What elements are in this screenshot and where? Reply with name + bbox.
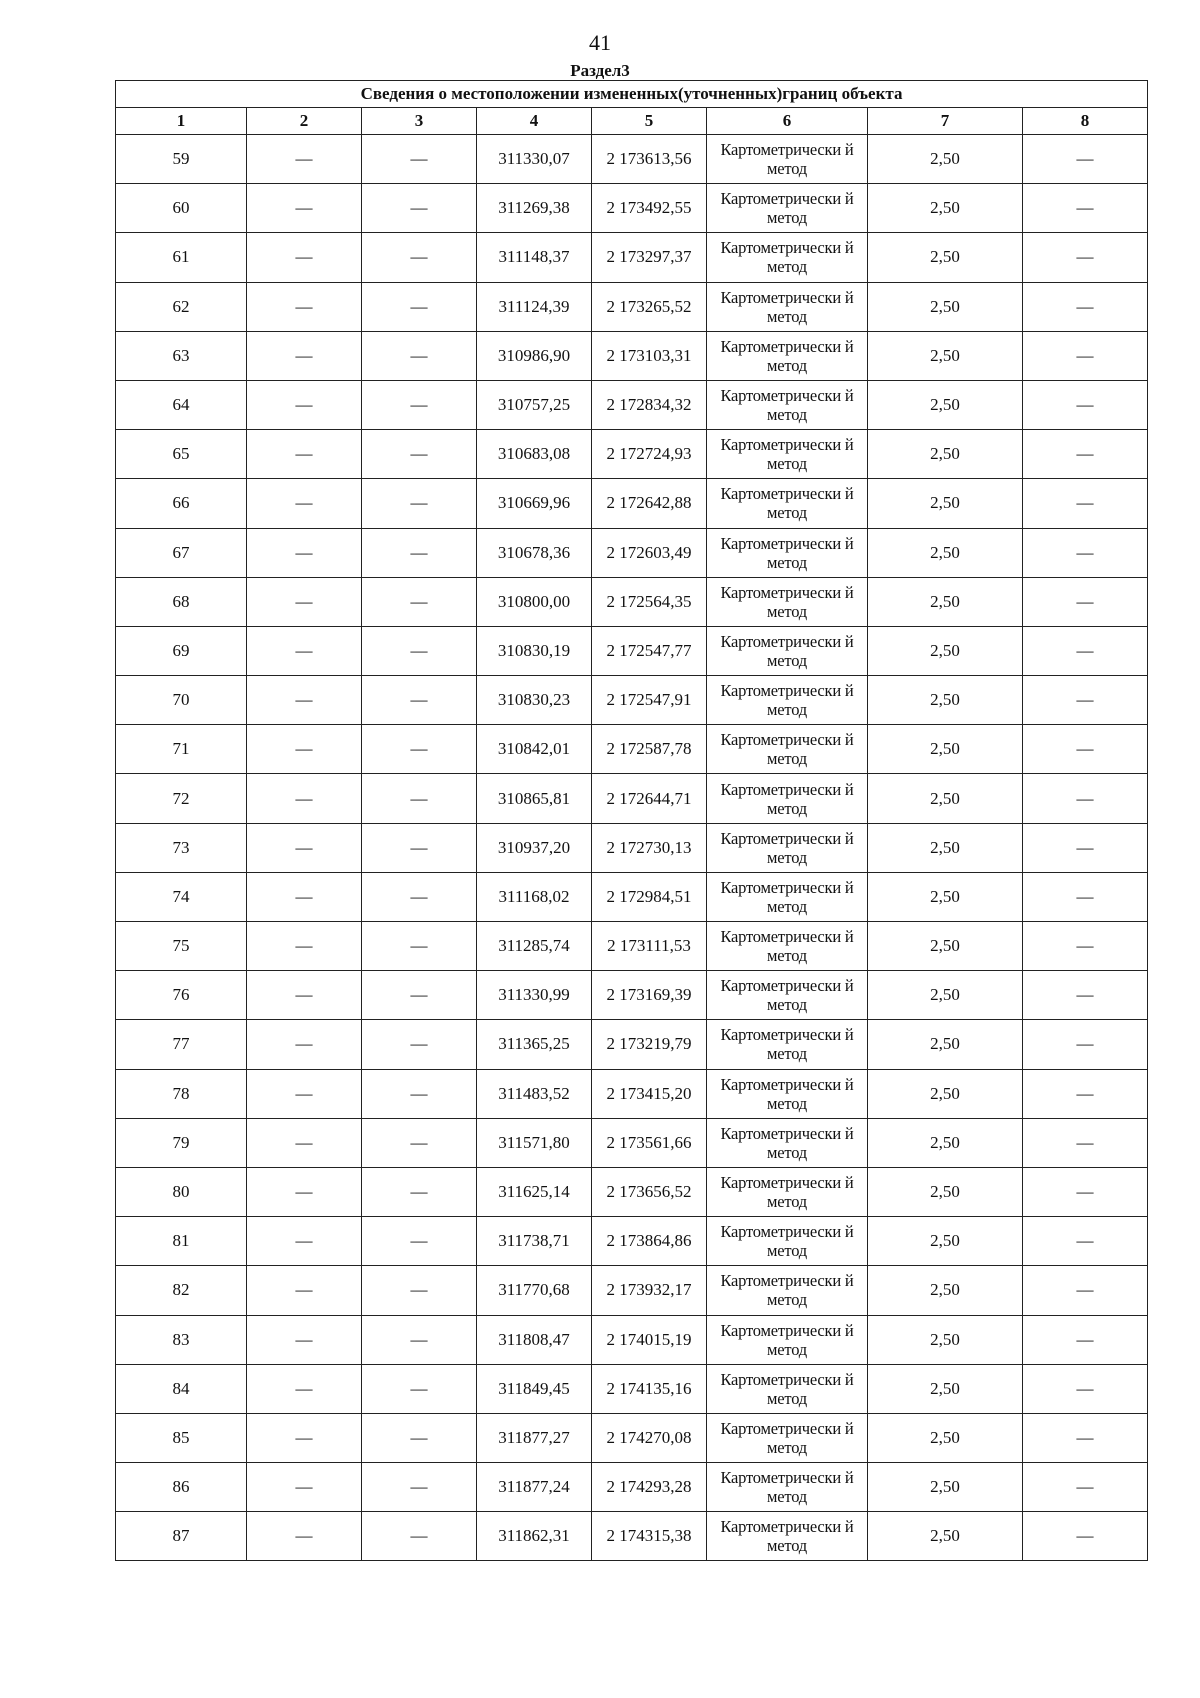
y-coordinate-cell: 2 173492,55	[592, 184, 707, 233]
point-number-cell: 71	[116, 725, 247, 774]
y-coordinate-cell: 2 174270,08	[592, 1413, 707, 1462]
col2-cell: —	[247, 823, 362, 872]
accuracy-cell: 2,50	[868, 1217, 1023, 1266]
col8-cell: —	[1023, 528, 1148, 577]
table-row	[116, 184, 1148, 233]
table-header-row	[116, 108, 1148, 135]
y-coordinate-cell: 2 173297,37	[592, 233, 707, 282]
accuracy-cell: 2,50	[868, 1315, 1023, 1364]
method-cell: Картометрически й метод	[707, 1217, 868, 1266]
x-coordinate-cell: 311330,99	[477, 971, 592, 1020]
y-coordinate-cell: 2 173656,52	[592, 1167, 707, 1216]
method-cell: Картометрически й метод	[707, 380, 868, 429]
table-row	[116, 233, 1148, 282]
point-number-cell: 77	[116, 1020, 247, 1069]
point-number-cell: 69	[116, 626, 247, 675]
x-coordinate-cell: 311330,07	[477, 135, 592, 184]
col8-cell: —	[1023, 774, 1148, 823]
x-coordinate-cell: 311770,68	[477, 1266, 592, 1315]
accuracy-cell: 2,50	[868, 1364, 1023, 1413]
col8-cell: —	[1023, 922, 1148, 971]
col3-cell: —	[362, 872, 477, 921]
col8-cell: —	[1023, 1266, 1148, 1315]
col8-cell: —	[1023, 971, 1148, 1020]
x-coordinate-cell: 311148,37	[477, 233, 592, 282]
method-cell: Картометрически й метод	[707, 1463, 868, 1512]
table-body	[116, 135, 1148, 1561]
method-cell: Картометрически й метод	[707, 676, 868, 725]
page-number: 41	[589, 30, 611, 55]
column-header: 5	[592, 108, 707, 135]
point-number-cell: 62	[116, 282, 247, 331]
method-cell: Картометрически й метод	[707, 872, 868, 921]
y-coordinate-cell: 2 172587,78	[592, 725, 707, 774]
col8-cell: —	[1023, 872, 1148, 921]
col8-cell: —	[1023, 577, 1148, 626]
col8-cell: —	[1023, 135, 1148, 184]
point-number-cell: 59	[116, 135, 247, 184]
accuracy-cell: 2,50	[868, 331, 1023, 380]
point-number-cell: 67	[116, 528, 247, 577]
point-number-cell: 82	[116, 1266, 247, 1315]
col2-cell: —	[247, 676, 362, 725]
col3-cell: —	[362, 380, 477, 429]
point-number-cell: 60	[116, 184, 247, 233]
table-caption: Сведения о местоположении измененных(уточненных)границ объекта	[116, 81, 1148, 108]
col3-cell: —	[362, 626, 477, 675]
col2-cell: —	[247, 233, 362, 282]
y-coordinate-cell: 2 173613,56	[592, 135, 707, 184]
method-cell: Картометрически й метод	[707, 626, 868, 675]
method-cell: Картометрически й метод	[707, 922, 868, 971]
table-row	[116, 135, 1148, 184]
col3-cell: —	[362, 479, 477, 528]
col2-cell: —	[247, 1217, 362, 1266]
y-coordinate-cell: 2 173103,31	[592, 331, 707, 380]
table-row	[116, 823, 1148, 872]
col3-cell: —	[362, 1463, 477, 1512]
method-cell: Картометрически й метод	[707, 282, 868, 331]
y-coordinate-cell: 2 173169,39	[592, 971, 707, 1020]
x-coordinate-cell: 311625,14	[477, 1167, 592, 1216]
table-row	[116, 1512, 1148, 1561]
x-coordinate-cell: 311877,24	[477, 1463, 592, 1512]
table-row	[116, 479, 1148, 528]
accuracy-cell: 2,50	[868, 233, 1023, 282]
x-coordinate-cell: 310830,19	[477, 626, 592, 675]
col2-cell: —	[247, 1512, 362, 1561]
table-row	[116, 1463, 1148, 1512]
section-title: Раздел3	[570, 61, 630, 80]
col2-cell: —	[247, 380, 362, 429]
col2-cell: —	[247, 479, 362, 528]
x-coordinate-cell: 311877,27	[477, 1413, 592, 1462]
method-cell: Картометрически й метод	[707, 1020, 868, 1069]
col3-cell: —	[362, 922, 477, 971]
col3-cell: —	[362, 823, 477, 872]
column-header: 4	[477, 108, 592, 135]
col3-cell: —	[362, 577, 477, 626]
accuracy-cell: 2,50	[868, 922, 1023, 971]
col8-cell: —	[1023, 430, 1148, 479]
method-cell: Картометрически й метод	[707, 823, 868, 872]
x-coordinate-cell: 310986,90	[477, 331, 592, 380]
x-coordinate-cell: 311285,74	[477, 922, 592, 971]
col2-cell: —	[247, 1266, 362, 1315]
point-number-cell: 84	[116, 1364, 247, 1413]
method-cell: Картометрически й метод	[707, 971, 868, 1020]
table-row	[116, 430, 1148, 479]
column-header: 6	[707, 108, 868, 135]
accuracy-cell: 2,50	[868, 380, 1023, 429]
point-number-cell: 61	[116, 233, 247, 282]
table-row	[116, 971, 1148, 1020]
col2-cell: —	[247, 1020, 362, 1069]
col2-cell: —	[247, 1069, 362, 1118]
col8-cell: —	[1023, 233, 1148, 282]
col3-cell: —	[362, 184, 477, 233]
point-number-cell: 73	[116, 823, 247, 872]
accuracy-cell: 2,50	[868, 1266, 1023, 1315]
col3-cell: —	[362, 233, 477, 282]
y-coordinate-cell: 2 172644,71	[592, 774, 707, 823]
y-coordinate-cell: 2 174015,19	[592, 1315, 707, 1364]
y-coordinate-cell: 2 172984,51	[592, 872, 707, 921]
col3-cell: —	[362, 1364, 477, 1413]
y-coordinate-cell: 2 173415,20	[592, 1069, 707, 1118]
col8-cell: —	[1023, 1020, 1148, 1069]
x-coordinate-cell: 311168,02	[477, 872, 592, 921]
x-coordinate-cell: 310865,81	[477, 774, 592, 823]
y-coordinate-cell: 2 172642,88	[592, 479, 707, 528]
col2-cell: —	[247, 626, 362, 675]
col8-cell: —	[1023, 1217, 1148, 1266]
col8-cell: —	[1023, 380, 1148, 429]
accuracy-cell: 2,50	[868, 971, 1023, 1020]
col2-cell: —	[247, 528, 362, 577]
col3-cell: —	[362, 971, 477, 1020]
col3-cell: —	[362, 676, 477, 725]
y-coordinate-cell: 2 173561,66	[592, 1118, 707, 1167]
method-cell: Картометрически й метод	[707, 479, 868, 528]
method-cell: Картометрически й метод	[707, 1167, 868, 1216]
x-coordinate-cell: 311738,71	[477, 1217, 592, 1266]
y-coordinate-cell: 2 173265,52	[592, 282, 707, 331]
col2-cell: —	[247, 1167, 362, 1216]
col2-cell: —	[247, 135, 362, 184]
method-cell: Картометрически й метод	[707, 233, 868, 282]
col8-cell: —	[1023, 184, 1148, 233]
point-number-cell: 86	[116, 1463, 247, 1512]
point-number-cell: 75	[116, 922, 247, 971]
col3-cell: —	[362, 1020, 477, 1069]
accuracy-cell: 2,50	[868, 1512, 1023, 1561]
accuracy-cell: 2,50	[868, 725, 1023, 774]
y-coordinate-cell: 2 173219,79	[592, 1020, 707, 1069]
y-coordinate-cell: 2 172564,35	[592, 577, 707, 626]
col8-cell: —	[1023, 725, 1148, 774]
col3-cell: —	[362, 1217, 477, 1266]
table-row	[116, 1413, 1148, 1462]
table-row	[116, 380, 1148, 429]
y-coordinate-cell: 2 174293,28	[592, 1463, 707, 1512]
y-coordinate-cell: 2 172834,32	[592, 380, 707, 429]
y-coordinate-cell: 2 172547,91	[592, 676, 707, 725]
col2-cell: —	[247, 577, 362, 626]
method-cell: Картометрически й метод	[707, 725, 868, 774]
x-coordinate-cell: 311483,52	[477, 1069, 592, 1118]
y-coordinate-cell: 2 173932,17	[592, 1266, 707, 1315]
y-coordinate-cell: 2 172724,93	[592, 430, 707, 479]
table-row	[116, 1167, 1148, 1216]
point-number-cell: 81	[116, 1217, 247, 1266]
y-coordinate-cell: 2 172603,49	[592, 528, 707, 577]
accuracy-cell: 2,50	[868, 774, 1023, 823]
col3-cell: —	[362, 528, 477, 577]
point-number-cell: 66	[116, 479, 247, 528]
col3-cell: —	[362, 725, 477, 774]
method-cell: Картометрически й метод	[707, 184, 868, 233]
col3-cell: —	[362, 1315, 477, 1364]
col8-cell: —	[1023, 1364, 1148, 1413]
y-coordinate-cell: 2 173111,53	[592, 922, 707, 971]
col2-cell: —	[247, 922, 362, 971]
accuracy-cell: 2,50	[868, 1167, 1023, 1216]
accuracy-cell: 2,50	[868, 823, 1023, 872]
accuracy-cell: 2,50	[868, 1020, 1023, 1069]
col8-cell: —	[1023, 1512, 1148, 1561]
col8-cell: —	[1023, 823, 1148, 872]
col2-cell: —	[247, 971, 362, 1020]
table-row	[116, 626, 1148, 675]
table-row	[116, 1266, 1148, 1315]
method-cell: Картометрически й метод	[707, 577, 868, 626]
col2-cell: —	[247, 1364, 362, 1413]
method-cell: Картометрически й метод	[707, 1413, 868, 1462]
point-number-cell: 68	[116, 577, 247, 626]
col2-cell: —	[247, 872, 362, 921]
point-number-cell: 72	[116, 774, 247, 823]
accuracy-cell: 2,50	[868, 135, 1023, 184]
point-number-cell: 64	[116, 380, 247, 429]
column-header: 1	[116, 108, 247, 135]
method-cell: Картометрически й метод	[707, 1315, 868, 1364]
method-cell: Картометрически й метод	[707, 331, 868, 380]
table-row	[116, 725, 1148, 774]
col2-cell: —	[247, 282, 362, 331]
point-number-cell: 79	[116, 1118, 247, 1167]
accuracy-cell: 2,50	[868, 676, 1023, 725]
x-coordinate-cell: 311808,47	[477, 1315, 592, 1364]
x-coordinate-cell: 310830,23	[477, 676, 592, 725]
accuracy-cell: 2,50	[868, 1413, 1023, 1462]
col8-cell: —	[1023, 479, 1148, 528]
method-cell: Картометрически й метод	[707, 1118, 868, 1167]
point-number-cell: 78	[116, 1069, 247, 1118]
table-row	[116, 331, 1148, 380]
col3-cell: —	[362, 1069, 477, 1118]
point-number-cell: 63	[116, 331, 247, 380]
col8-cell: —	[1023, 331, 1148, 380]
col3-cell: —	[362, 1512, 477, 1561]
x-coordinate-cell: 311269,38	[477, 184, 592, 233]
x-coordinate-cell: 310800,00	[477, 577, 592, 626]
col8-cell: —	[1023, 676, 1148, 725]
col2-cell: —	[247, 1413, 362, 1462]
col8-cell: —	[1023, 1315, 1148, 1364]
accuracy-cell: 2,50	[868, 1463, 1023, 1512]
col3-cell: —	[362, 1167, 477, 1216]
accuracy-cell: 2,50	[868, 626, 1023, 675]
col2-cell: —	[247, 774, 362, 823]
table-caption-row	[116, 81, 1148, 108]
y-coordinate-cell: 2 172547,77	[592, 626, 707, 675]
y-coordinate-cell: 2 173864,86	[592, 1217, 707, 1266]
col3-cell: —	[362, 430, 477, 479]
accuracy-cell: 2,50	[868, 184, 1023, 233]
col3-cell: —	[362, 1413, 477, 1462]
x-coordinate-cell: 310669,96	[477, 479, 592, 528]
col3-cell: —	[362, 135, 477, 184]
table-row	[116, 1118, 1148, 1167]
point-number-cell: 83	[116, 1315, 247, 1364]
x-coordinate-cell: 310678,36	[477, 528, 592, 577]
x-coordinate-cell: 311124,39	[477, 282, 592, 331]
col2-cell: —	[247, 331, 362, 380]
col3-cell: —	[362, 331, 477, 380]
table-row	[116, 1217, 1148, 1266]
col8-cell: —	[1023, 1069, 1148, 1118]
col2-cell: —	[247, 1315, 362, 1364]
col2-cell: —	[247, 430, 362, 479]
col8-cell: —	[1023, 282, 1148, 331]
col3-cell: —	[362, 774, 477, 823]
accuracy-cell: 2,50	[868, 282, 1023, 331]
accuracy-cell: 2,50	[868, 1118, 1023, 1167]
point-number-cell: 74	[116, 872, 247, 921]
method-cell: Картометрически й метод	[707, 1069, 868, 1118]
column-header: 8	[1023, 108, 1148, 135]
point-number-cell: 70	[116, 676, 247, 725]
coordinates-table	[115, 80, 1148, 1561]
point-number-cell: 65	[116, 430, 247, 479]
x-coordinate-cell: 311365,25	[477, 1020, 592, 1069]
table-row	[116, 528, 1148, 577]
method-cell: Картометрически й метод	[707, 1512, 868, 1561]
col2-cell: —	[247, 725, 362, 774]
x-coordinate-cell: 311849,45	[477, 1364, 592, 1413]
col8-cell: —	[1023, 626, 1148, 675]
point-number-cell: 85	[116, 1413, 247, 1462]
point-number-cell: 80	[116, 1167, 247, 1216]
y-coordinate-cell: 2 174135,16	[592, 1364, 707, 1413]
col8-cell: —	[1023, 1167, 1148, 1216]
table-row	[116, 922, 1148, 971]
column-header: 7	[868, 108, 1023, 135]
point-number-cell: 76	[116, 971, 247, 1020]
col8-cell: —	[1023, 1463, 1148, 1512]
table-row	[116, 676, 1148, 725]
table-row	[116, 577, 1148, 626]
accuracy-cell: 2,50	[868, 1069, 1023, 1118]
method-cell: Картометрически й метод	[707, 774, 868, 823]
x-coordinate-cell: 310683,08	[477, 430, 592, 479]
col8-cell: —	[1023, 1413, 1148, 1462]
accuracy-cell: 2,50	[868, 430, 1023, 479]
accuracy-cell: 2,50	[868, 577, 1023, 626]
method-cell: Картометрически й метод	[707, 528, 868, 577]
method-cell: Картометрически й метод	[707, 1364, 868, 1413]
col2-cell: —	[247, 1463, 362, 1512]
table-row	[116, 872, 1148, 921]
table-row	[116, 1364, 1148, 1413]
column-header: 3	[362, 108, 477, 135]
table-row	[116, 1315, 1148, 1364]
x-coordinate-cell: 310937,20	[477, 823, 592, 872]
table-row	[116, 282, 1148, 331]
x-coordinate-cell: 310842,01	[477, 725, 592, 774]
table-row	[116, 774, 1148, 823]
accuracy-cell: 2,50	[868, 479, 1023, 528]
col8-cell: —	[1023, 1118, 1148, 1167]
col3-cell: —	[362, 1266, 477, 1315]
col2-cell: —	[247, 184, 362, 233]
accuracy-cell: 2,50	[868, 872, 1023, 921]
column-header: 2	[247, 108, 362, 135]
method-cell: Картометрически й метод	[707, 1266, 868, 1315]
y-coordinate-cell: 2 174315,38	[592, 1512, 707, 1561]
col3-cell: —	[362, 282, 477, 331]
col3-cell: —	[362, 1118, 477, 1167]
table-row	[116, 1069, 1148, 1118]
method-cell: Картометрически й метод	[707, 135, 868, 184]
table-row	[116, 1020, 1148, 1069]
col2-cell: —	[247, 1118, 362, 1167]
accuracy-cell: 2,50	[868, 528, 1023, 577]
x-coordinate-cell: 311571,80	[477, 1118, 592, 1167]
method-cell: Картометрически й метод	[707, 430, 868, 479]
y-coordinate-cell: 2 172730,13	[592, 823, 707, 872]
x-coordinate-cell: 310757,25	[477, 380, 592, 429]
point-number-cell: 87	[116, 1512, 247, 1561]
x-coordinate-cell: 311862,31	[477, 1512, 592, 1561]
